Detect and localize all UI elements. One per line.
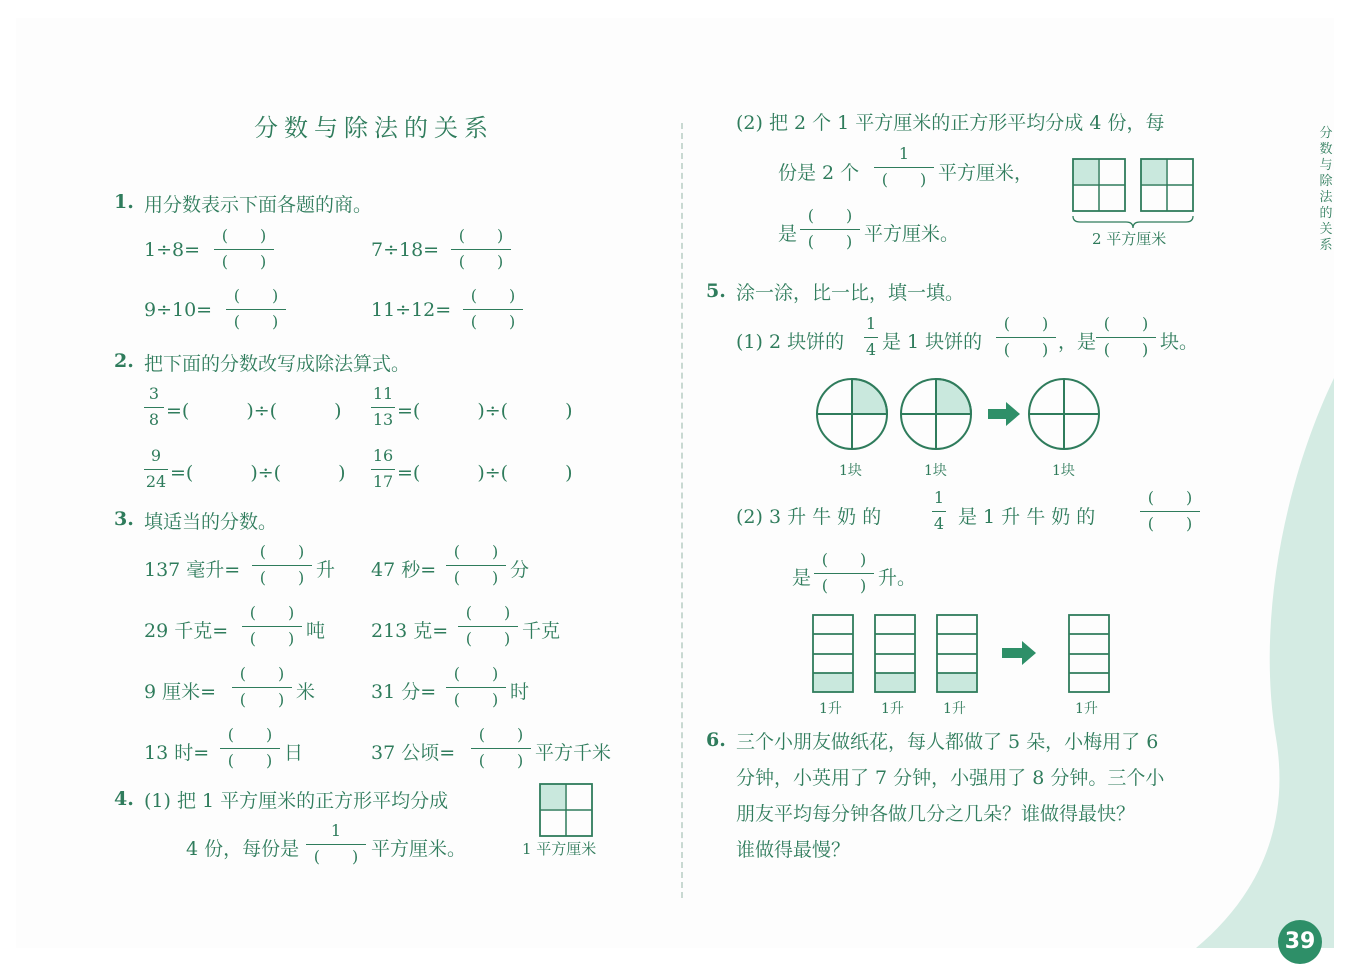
blank-paren: ( ) <box>458 226 504 245</box>
q4-part2-unit: 平方厘米， <box>938 162 1034 184</box>
circle-label: 1块 <box>924 463 947 479</box>
q3-unit: 分 <box>510 559 530 581</box>
q5-part2-unit: 升。 <box>878 567 917 589</box>
page-number: 39 <box>1278 920 1322 964</box>
blank-paren: ( ) <box>465 603 511 622</box>
q1-item: 11÷12= <box>371 299 452 321</box>
q1-item: 9÷10= <box>144 299 213 321</box>
q3-lhs: 9 厘米= <box>144 681 217 703</box>
q3-lhs: 213 克= <box>371 620 449 642</box>
blank-paren: ( ) <box>1147 488 1193 507</box>
q1-item: 1÷8= <box>144 239 201 261</box>
blank-paren: ( ) <box>453 542 499 561</box>
answer-fraction[interactable] <box>1096 316 1156 360</box>
answer-fraction[interactable] <box>996 316 1056 360</box>
blank-paren: ( ) <box>259 542 305 561</box>
answer-fraction[interactable] <box>471 727 531 771</box>
numerator: 1 <box>865 314 877 333</box>
cup-label: 1升 <box>819 701 842 717</box>
numerator: 1 <box>933 488 945 507</box>
blank-paren: ( ) <box>465 629 511 648</box>
answer-fraction[interactable] <box>814 552 874 596</box>
answer-fraction[interactable] <box>451 228 511 272</box>
blank-paren: ( ) <box>313 847 359 866</box>
q6-number: 6. <box>706 729 726 751</box>
q3-unit: 升 <box>316 559 336 581</box>
workbook-page <box>16 18 1334 954</box>
answer-fraction[interactable] <box>1140 490 1200 534</box>
blank-paren: ( ) <box>259 568 305 587</box>
q3-lhs: 137 毫升= <box>144 559 241 581</box>
milk-cups-figure <box>812 614 1112 694</box>
numerator: 3 <box>148 384 160 403</box>
q3-unit: 日 <box>284 742 304 764</box>
denominator: 8 <box>148 410 160 429</box>
q3-instruction: 填适当的分数。 <box>144 511 278 533</box>
q1-item: 7÷18= <box>371 239 440 261</box>
page-title: 分数与除法的关系 <box>254 114 494 142</box>
denominator: 4 <box>933 514 945 533</box>
blank-paren: ( ) <box>221 226 267 245</box>
blank-paren: ( ) <box>1147 514 1193 533</box>
division-blanks[interactable]: =( )÷( ) <box>170 462 346 484</box>
q3-lhs: 29 千克= <box>144 620 229 642</box>
given-fraction <box>144 448 168 492</box>
numerator: 9 <box>150 446 162 465</box>
q3-lhs: 47 秒= <box>371 559 437 581</box>
q1-number: 1. <box>114 191 134 213</box>
given-fraction <box>371 448 395 492</box>
q3-lhs: 13 时= <box>144 742 210 764</box>
q5-part2-text: 是 1 升 牛 奶 的 <box>958 506 1096 528</box>
q3-unit: 千克 <box>522 620 561 642</box>
q5-instruction: 涂一涂，比一比，填一填。 <box>736 282 965 304</box>
answer-fraction[interactable] <box>800 208 860 252</box>
answer-fraction[interactable] <box>874 146 934 190</box>
division-blanks[interactable]: =( )÷( ) <box>397 462 573 484</box>
blank-paren: ( ) <box>470 286 516 305</box>
q5-part2-line2: 是 <box>792 567 812 589</box>
q3-unit: 吨 <box>306 620 326 642</box>
answer-fraction[interactable] <box>252 544 312 588</box>
q4-part2-unit: 平方厘米。 <box>864 223 960 245</box>
answer-fraction[interactable] <box>214 228 274 272</box>
q4-part2-line1: (2) 把 2 个 1 平方厘米的正方形平均分成 4 份，每 <box>736 112 1165 134</box>
blank-paren: ( ) <box>249 603 295 622</box>
pie-circles-figure <box>814 376 1110 452</box>
square-figure <box>538 782 594 838</box>
answer-fraction[interactable] <box>232 666 292 710</box>
square-figure-label: 1 平方厘米 <box>522 840 597 858</box>
q3-unit: 平方千米 <box>535 742 612 764</box>
blank-paren: ( ) <box>1103 314 1149 333</box>
answer-fraction[interactable] <box>306 823 366 867</box>
given-fraction <box>932 490 946 534</box>
q6-line: 朋友平均每分钟各做几分之几朵？谁做得最快？ <box>736 803 1136 825</box>
q5-part1-text: ，是 <box>1058 331 1097 353</box>
q4-part1-line2: 4 份，每份是 <box>186 838 300 860</box>
numerator: 16 <box>372 446 394 465</box>
blank-paren: ( ) <box>458 252 504 271</box>
q3-lhs: 37 公顷= <box>371 742 456 764</box>
blank-paren: ( ) <box>221 252 267 271</box>
answer-fraction[interactable] <box>226 288 286 332</box>
division-blanks[interactable]: =( )÷( ) <box>397 400 573 422</box>
q3-number: 3. <box>114 508 134 530</box>
blank-paren: ( ) <box>807 232 853 251</box>
q5-part1-text: 是 1 块饼的 <box>882 331 983 353</box>
blank-paren: ( ) <box>239 690 285 709</box>
q4-part2-line3: 是 <box>778 223 798 245</box>
q1-instruction: 用分数表示下面各题的商。 <box>144 194 373 216</box>
blank-paren: ( ) <box>470 312 516 331</box>
page-divider <box>681 123 683 898</box>
q6-line: 谁做得最慢？ <box>736 839 851 861</box>
q6-line: 分钟，小英用了 7 分钟，小强用了 8 分钟。三个小 <box>736 767 1165 789</box>
q2-number: 2. <box>114 350 134 372</box>
denominator: 24 <box>145 472 167 491</box>
q5-part1-text: 块。 <box>1160 331 1199 353</box>
blank-paren: ( ) <box>239 664 285 683</box>
cup-label: 1升 <box>1075 701 1098 717</box>
answer-fraction[interactable] <box>463 288 523 332</box>
blank-paren: ( ) <box>1003 340 1049 359</box>
answer-fraction[interactable] <box>446 666 506 710</box>
blank-paren: ( ) <box>821 576 867 595</box>
blank-paren: ( ) <box>1003 314 1049 333</box>
blank-paren: ( ) <box>453 690 499 709</box>
numerator: 11 <box>372 384 394 403</box>
blank-paren: ( ) <box>1103 340 1149 359</box>
q5-part2-text: (2) 3 升 牛 奶 的 <box>736 506 882 528</box>
circle-label: 1块 <box>1052 463 1075 479</box>
blank-paren: ( ) <box>227 751 273 770</box>
answer-fraction[interactable] <box>220 727 280 771</box>
denominator: 17 <box>372 472 394 491</box>
answer-fraction[interactable] <box>446 544 506 588</box>
q4-part1-unit: 平方厘米。 <box>371 838 467 860</box>
blank-paren: ( ) <box>478 751 524 770</box>
blank-paren: ( ) <box>233 286 279 305</box>
q4-part2-line2: 份是 2 个 <box>778 162 860 184</box>
q6-line: 三个小朋友做纸花，每人都做了 5 朵，小梅用了 6 <box>736 731 1159 753</box>
numerator: 1 <box>898 144 910 163</box>
blank-paren: ( ) <box>233 312 279 331</box>
q4-number: 4. <box>114 788 134 810</box>
given-fraction <box>144 386 164 430</box>
blank-paren: ( ) <box>821 550 867 569</box>
side-title: 分数与除法的关系 <box>1319 126 1333 253</box>
blank-paren: ( ) <box>249 629 295 648</box>
q3-lhs: 31 分= <box>371 681 437 703</box>
division-blanks[interactable]: =( )÷( ) <box>166 400 342 422</box>
blank-paren: ( ) <box>881 170 927 189</box>
given-fraction <box>864 316 878 360</box>
q5-part1-text: (1) 2 块饼的 <box>736 331 845 353</box>
q2-instruction: 把下面的分数改写成除法算式。 <box>144 353 411 375</box>
answer-fraction[interactable] <box>458 605 518 649</box>
cup-label: 1升 <box>881 701 904 717</box>
blank-paren: ( ) <box>227 725 273 744</box>
numerator: 1 <box>330 821 342 840</box>
q3-unit: 时 <box>510 681 530 703</box>
answer-fraction[interactable] <box>242 605 302 649</box>
q3-unit: 米 <box>296 681 316 703</box>
circle-label: 1块 <box>839 463 862 479</box>
denominator: 4 <box>865 340 877 359</box>
q4-part1-line1: (1) 把 1 平方厘米的正方形平均分成 <box>144 790 449 812</box>
cup-label: 1升 <box>943 701 966 717</box>
denominator: 13 <box>372 410 394 429</box>
blank-paren: ( ) <box>807 206 853 225</box>
two-squares-label: 2 平方厘米 <box>1092 230 1167 248</box>
given-fraction <box>371 386 395 430</box>
blank-paren: ( ) <box>453 568 499 587</box>
blank-paren: ( ) <box>478 725 524 744</box>
blank-paren: ( ) <box>453 664 499 683</box>
decorative-wave <box>1196 358 1334 948</box>
q5-number: 5. <box>706 280 726 302</box>
